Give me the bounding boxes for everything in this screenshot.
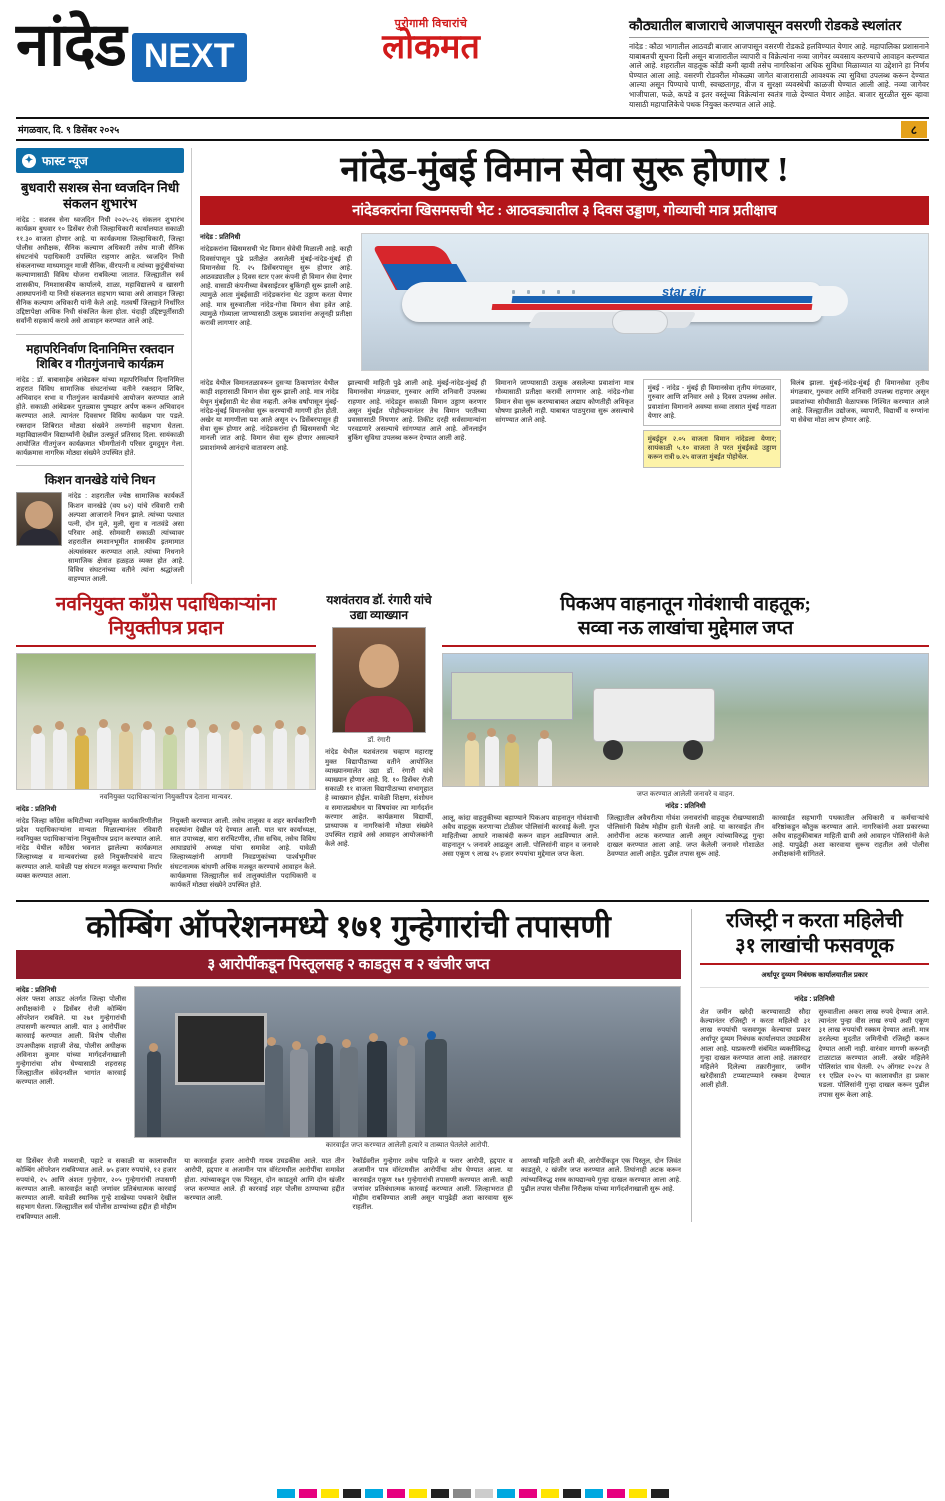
lecture-story: [325, 593, 433, 890]
fraud-story: [691, 909, 929, 1221]
combing-col-5: आणखी माहिती अशी की, आरोपींकडून एक पिस्तूल, दोन जिवंत काडतुसे, २ खंजीर जप्त करण्यात आले. तिघांनाही अटक करून त्यांच्याविरुद्ध शस्त्र कायद्यान्वये गुन्हा दाखल करण्यात आला आहे. पुढील तपास पोलीस निरीक्षक यांच्या मार्गदर्शनाखाली सुरू आहे.: [520, 1158, 681, 1193]
congress-col-2: नियुक्ती करण्यात आली. तसेच तालुका व शहर कार्यकारिणी सदस्यांना देखील पदे देण्यात आली. यात चार कार्याध्यक्ष, सात उपाध्यक्ष, बारा सरचिटणीस, तीस सचिव, तसेच विविध आघाड्यांचे अध्यक्ष यांचा समावेश आहे. यावेळी जिल्हाध्यक्षांनी आगामी निवडणुकांच्या पार्श्वभूमीवर संघटनात्मक बांधणी अधिक मजबूत करण्याचे आवाहन केले. कार्यक्रमास जिल्ह्यातील सर्व तालुक्यांतील पदाधिकारी व कार्यकर्ते मोठ्या संख्येने उपस्थित होते.: [170, 817, 316, 890]
fast-news-body-1: नांदेड : सशस्त्र सेना ध्वजदिन निधी २०२५-२६ संकलन शुभारंभ कार्यक्रम बुधवार १० डिसेंबर रोजी जिल्हाधिकारी कार्यालयात सकाळी ११.३० वाजता होणार आहे. या कार्यक्रमास जिल्हाधिकारी, जिल्हा पोलीस अधीक्षक, सैनिक कल्याण अधिकारी तसेच माजी सैनिक संघटनांचे पदाधिकारी उपस्थित राहणार आहेत. ध्वजदिन निधी संकलनाच्या माध्यमातून माजी सैनिक, वीरपत्नी व त्यांच्या कुटुंबीयांच्या कल्याणासाठी विविध योजना राबविल्या जातात. जिल्ह्यातील सर्व शासकीय, निमशासकीय कार्यालये, शाळा, महाविद्यालये व खासगी आस्थापनांनी या निधी संकलनात सहभाग घ्यावा असे आवाहन जिल्हा सैनिक कल्याण अधिकारी यांनी केले आहे. गतवर्षी जिल्ह्याने निर्धारित उद्दिष्टापेक्षा अधिक निधी संकलित केला होता. यंदाही उद्दिष्टपूर्तीसाठी सर्वांनी सहकार्य करावे असे आवाहन करण्यात आले आहे.: [16, 217, 184, 326]
cattle-photo-caption: जप्त करण्यात आलेली जनावरे व वाहन.: [636, 791, 735, 799]
plane-window: [512, 290, 515, 294]
color-swatch: [475, 1489, 493, 1498]
plane-window: [542, 290, 545, 294]
color-swatch: [343, 1489, 361, 1498]
color-swatch: [321, 1489, 339, 1498]
combing-col-2: या डिसेंबर रोजी मध्यरात्री, पहाटे व सकाळी या कालावधीत कोम्बिंग ऑपरेशन राबविण्यात आले. ७५ हजार रुपयांचे, १२ हजार रुपयांचे, २५ आणि अंशतः गुन्हेगार, २०५ गुन्हेगारांची तपासणी करण्यात आली. कारवाईत काही जणांवर प्रतिबंधात्मक कारवाई करण्यात आली. यावेळी स्थानिक गुन्हे शाखेच्या पथकाने देखील सहभाग घेतला. जिल्ह्यातील सर्व पोलीस ठाण्यांच्या हद्दीत ही मोहीम राबविण्यात आली.: [16, 1158, 177, 1221]
congress-headline-line1: नवनियुक्त काँग्रेस पदाधिकाऱ्यांना: [55, 594, 277, 616]
lead-col-5-text: विलंब झाला. मुंबई-नांदेड-मुंबई ही विमानसेवा तृतीय मंगळवार, गुरुवार आणि शनिवारी उपलब्ध राहणार असून प्रवाशांच्या सोयीसाठी वेळापत्रक निश्चित करण्यात आले आहे. जिल्ह्यातील उद्योजक, व्यापारी, विद्यार्थी व रुग्णांना या सेवेचा मोठा लाभ होणार आहे.: [790, 380, 929, 424]
top-right-story: [629, 14, 929, 109]
divider: [700, 987, 929, 988]
cattle-byline: नांदेड : प्रतिनिधी: [665, 803, 706, 811]
lead-col-5: [790, 379, 929, 467]
press-color-calibration-bar: [0, 1485, 945, 1501]
lead-body-columns: [200, 379, 929, 467]
plane-livery-text: star air: [662, 284, 706, 300]
left-column: [16, 148, 192, 584]
lecture-headline: यशवंतराव डॉ. रंगारी यांचे उद्या व्याख्यान: [326, 593, 432, 623]
fraud-headline-line2: ३१ लाखांची फसवणूक: [735, 935, 894, 958]
color-swatch: [585, 1489, 603, 1498]
lead-intro: नांदेडकरांना खिसमसची भेट विमान सेवेची मिळाली आहे. काही दिवसांपासून पुढे प्रतीक्षेत असलेली मुंबई-नांदेड-मुंबई ही विमानसेवा दि. २५ डिसेंबरपासून सुरू होणार आहे. आठवड्यातील ३ दिवस स्टार एअर कंपनी ही विमान सेवा देणार आहे. वासाठी कंपनीच्या वेबसाईटवर बुकिंगही सुरू झाली आहे. त्यामुळे आता मुंबईसाठी नांदेडकरांना थेट उड्डाण करता येणार आहे. मात्र सुरुवातीला नांदेड-गोवा विमान सेवा हवेत आहे. त्यामुळे गोव्याला जाण्यासाठी उत्सुक प्रवाशांना अजूनही प्रतीक्षा करावी लागणार आहे.: [200, 246, 352, 327]
color-swatch: [607, 1489, 625, 1498]
lead-highlight-text: मुंबईहून २.०५ वाजता विमान नांदेडला येणार; सायंकाळी ५.१० वाजता ते परत मुंबईकडे उड्डाण करून रात्री ७.२५ वाजता मुंबईत पोहोचेल.: [647, 435, 777, 462]
color-swatch: [299, 1489, 317, 1498]
fast-news-headline-2: महापरिनिर्वाण दिनानिमित्त रक्तदान शिबिर व गीतगुंजनाचे कार्यक्रम: [26, 341, 174, 371]
lead-headline: नांदेड-मुंबई विमान सेवा सुरू होणार !: [340, 150, 789, 190]
page-number: ८: [901, 121, 927, 138]
lead-col-3: [495, 379, 634, 467]
color-swatch: [629, 1489, 647, 1498]
congress-photo: [16, 653, 316, 790]
color-swatch: [431, 1489, 449, 1498]
fast-news-headline-1: बुधवारी सशस्त्र सेना ध्वजदिन निधी संकलन शुभारंभ: [20, 180, 180, 212]
dateline-bar: [16, 117, 929, 141]
next-badge: NEXT: [132, 33, 247, 82]
lecture-photo-caption: डॉ. रंगारी: [367, 737, 391, 745]
plane-window: [557, 290, 560, 294]
combing-photo-caption: कारवाईत जप्त करण्यात आलेली हत्यारे व ताब्यात घेतलेले आरोपी.: [325, 1142, 490, 1150]
top-right-headline: कौठ्यातील बाजाराचे आजपासून वसरणी रोडकडे स्थलांतर: [629, 18, 929, 38]
lead-top-row: [200, 233, 929, 371]
main-grid: [16, 148, 929, 584]
lead-col-1-text: नांदेड येथील विमानतळावरून दुसऱ्या ठिकाणांतर येथील काही शहरासाठी विमान सेवा सुरू झाली आहे. मात्र नांदेड येथून मुंबईसाठी थेट सेवा नव्हती. अनेक वर्षांपासून मुंबई-नांदेड-मुंबई विमानसेवा सुरू करण्याची मागणी होत होती. अखेर या मागणीला यश आले असून २५ डिसेंबरपासून ही सेवा सुरू होणार आहे. नांदेडकरांना ही खिसमसची भेट मानली जात आहे. विमान सेवा सुरू होणार असल्याने प्रवाशांमध्ये आनंदाचे वातावरण आहे.: [200, 380, 339, 452]
divider: [442, 645, 929, 647]
fraud-byline: नांदेड : प्रतिनिधी: [794, 996, 835, 1004]
color-swatch: [541, 1489, 559, 1498]
cattle-photo: [442, 653, 929, 787]
main-column: [192, 148, 929, 584]
obituary-block: [16, 492, 184, 584]
color-swatch: [519, 1489, 537, 1498]
obituary-portrait: [16, 492, 62, 546]
fast-news-label: फास्ट न्यूज: [42, 154, 88, 169]
combing-byline: नांदेड : प्रतिनिधी: [16, 987, 57, 995]
divider: [16, 334, 184, 335]
combing-body-columns: [16, 1157, 681, 1221]
fraud-col-2: सुरुवातीला अकरा लाख रुपये देण्यात आले. त्यानंतर पुन्हा वीस लाख रुपये अशी एकूण ३१ लाख रुपयांची रक्कम देण्यात आली. मात्र ठरलेल्या मुदतीत जमिनीची रजिस्ट्री करून देण्यात आली नाही. वारंवार मागणी करूनही टाळाटाळ करण्यात आली. अखेर महिलेने पोलिसांत धाव घेतली. २५ ऑगस्ट २०२४ ते ११ एप्रिल २०२५ या कालावधीत हा प्रकार घडला. पोलिसांनी गुन्हा दाखल करून पुढील तपास सुरू केला आहे.: [818, 1008, 929, 1099]
cattle-col-2: जिल्ह्यातील अवैधरीत्या गोवंश जनावरांची वाहतूक रोखण्यासाठी पोलिसांनी विशेष मोहीम हाती घेतली आहे. या कारवाईत तीन आरोपींना अटक करण्यात आली असून त्यांच्याविरुद्ध गुन्हा दाखल करण्यात आला आहे. जप्त केलेली जनावरे गोशाळेत ठेवण्यात आली आहेत. पुढील तपास सुरू आहे.: [607, 814, 764, 859]
plane-engine: [612, 310, 668, 334]
divider: [16, 465, 184, 466]
cattle-col-1: आलू, कांदा वाहतुकीच्या बहाण्याने पिकअप वाहनातून गोवंशाची अवैध वाहतूक करणाऱ्या टोळीवर पोलिसांनी कारवाई केली. गुप्त माहितीच्या आधारे नाकाबंदी करून वाहन अडविण्यात आले. वाहनातून ५ जनावरे आढळून आली. पोलिसांनी वाहन व जनावरे असा एकूण ९ लाख २५ हजार रुपयांचा मुद्देमाल जप्त केला.: [442, 814, 599, 859]
lecture-body: नांदेड येथील यशवंतराव चव्हाण महाराष्ट्र मुक्त विद्यापीठाच्या वतीने आयोजित व्याख्यानमालेत उद्या डॉ. रंगारी यांचे व्याख्यान होणार आहे. दि. १० डिसेंबर रोजी सकाळी ११ वाजता विद्यापीठाच्या सभागृहात हे व्याख्यान होईल. यावेळी शिक्षण, संशोधन व समाजप्रबोधन या विषयांवर त्या मार्गदर्शन करणार आहेत. कार्यक्रमास विद्यार्थी, प्राध्यापक व नागरिकांनी मोठ्या संख्येने उपस्थित राहावे असे आवाहन आयोजकांनी केले आहे.: [325, 749, 433, 849]
color-swatch: [497, 1489, 515, 1498]
slogan-main: लोकमत: [382, 29, 480, 66]
combing-operation-story: [16, 909, 681, 1221]
congress-photo-caption: नवनियुक्त पदाधिकाऱ्यांना नियुक्तीपत्र देताना मान्यवर.: [99, 794, 233, 802]
divider: [700, 963, 929, 965]
fraud-headline-line1: रजिस्ट्री न करता महिलेची: [726, 910, 903, 933]
masthead-slogan: [346, 16, 516, 65]
mid-section: [16, 593, 929, 890]
congress-headline-line2: नियुक्तीपत्र प्रदान: [108, 618, 224, 640]
lead-col-4-text: मुंबई - नांदेड - मुंबई ही विमानसेवा तृतीय मंगळवार, गुरुवार आणि शनिवार असे ३ दिवस उपलब्ध असेल. प्रवाशांना विमानाने अवघ्या सव्वा तासात मुंबई गाठता येणार आहे.: [647, 385, 777, 420]
combing-col-4: रेकॉर्डवरील गुन्हेगार तसेच पाहिजे व फरार आरोपी, हद्दपार व अजामीन पात्र वॉरंटमधील आरोपींचा शोध घेण्यात आला. या कारवाईत एकूण १७१ गुन्हेगारांची तपासणी करण्यात आली. काही जणांवर प्रतिबंधात्मक कारवाई करण्यात आली. जिल्हाभरात ही मोहीम राबविण्यात आली असून यापुढेही अशा कारवाया सुरू राहतील.: [352, 1158, 513, 1212]
lead-byline: नांदेड : प्रतिनिधी: [200, 234, 241, 242]
color-swatch: [365, 1489, 383, 1498]
combing-col-3: या कारवाईत हजार आरोपी गायब उघडकीस आले. यात तीन आरोपी, हद्दपार व अजामीन पात्र वॉरंटमधील आरोपींचा समावेश होता. त्यांच्याकडून एक पिस्तूल, दोन काडतुसे आणि दोन खंजीर जप्त करण्यात आले. ही कारवाई शहर पोलीस ठाण्याच्या हद्दीत करण्यात आली.: [184, 1158, 345, 1203]
issue-date: मंगळवार, दि. ९ डिसेंबर २०२५: [18, 124, 120, 136]
lead-photo-airplane: [361, 233, 929, 371]
congress-story: [16, 593, 316, 890]
cattle-col-3: कारवाईत सहभागी पथकातील अधिकारी व कर्मचाऱ्यांचे वरिष्ठांकडून कौतुक करण्यात आले. नागरिकांनी अशा प्रकारच्या अवैध वाहतुकीबाबत माहिती द्यावी असे आवाहन पोलिसांनी केले आहे. यापुढेही अशा कारवाया सुरूच राहतील असे पोलीस अधीक्षकांनी सांगितले.: [772, 814, 929, 859]
bottom-section: [16, 900, 929, 1221]
congress-byline: नांदेड : प्रतिनिधी: [16, 806, 57, 814]
cattle-transport-story: [442, 593, 929, 890]
masthead-left: [16, 14, 516, 76]
lead-subheadline: नांदेडकरांना खिसमसची भेट : आठवड्यातील ३ दिवस उड्डाण, गोव्याची मात्र प्रतीक्षाच: [200, 196, 929, 225]
fast-news-body-3: नांदेड : शहरातील ज्येष्ठ सामाजिक कार्यकर्ते किशन वानखेडे (वय ७२) यांचे रविवारी रात्री अल्पशा आजाराने निधन झाले. त्यांच्या पश्चात पत्नी, दोन मुले, मुली, सुना व नातवंडे असा परिवार आहे. सोमवारी सकाळी त्यांच्यावर शहरातील स्मशानभूमीत शासकीय इतमामात अंत्यसंस्कार करण्यात आले. त्यांच्या निधनाने सामाजिक क्षेत्रात हळहळ व्यक्त होत आहे. विविध संघटनांच्या वतीने त्यांना श्रद्धांजली वाहण्यात आली.: [68, 493, 184, 584]
congress-col-1: नांदेड जिल्हा काँग्रेस कमिटीच्या नवनियुक्त कार्यकारिणीतील प्रदेश पदाधिकाऱ्यांना मान्यता मिळाल्यानंतर रविवारी नवनियुक्त पदाधिकाऱ्यांना नियुक्तीपत्र प्रदान करण्यात आले. नांदेड येथील काँग्रेस भवनात झालेल्या कार्यक्रमात जिल्हाध्यक्ष व मान्यवरांच्या हस्ते नियुक्तीपत्रांचे वाटप करण्यात आले. यावेळी पक्ष संघटन मजबूत करण्याचा निर्धार व्यक्त करण्यात आला.: [16, 817, 162, 880]
lecture-portrait: [332, 627, 426, 733]
masthead: [16, 14, 929, 109]
combing-headline: कोम्बिंग ऑपरेशनमध्ये १७१ गुन्हेगारांची तपासणी: [86, 909, 611, 945]
fast-news-icon: ✦: [22, 154, 36, 168]
fast-news-headline-3: किशन वानखेडे यांचे निधन: [44, 473, 156, 488]
fast-news-body-2: नांदेड : डॉ. बाबासाहेब आंबेडकर यांच्या महापरिनिर्वाण दिनानिमित्त शहरात विविध सामाजिक संघटनांच्या वतीने रक्तदान शिबिर, अभिवादन सभा व गीतगुंजन कार्यक्रमांचे आयोजन करण्यात आले होते. सकाळी आंबेडकर पुतळ्यास पुष्पहार अर्पण करून अभिवादन करण्यात आले. त्यानंतर दिवसभर विविध कार्यक्रम पार पडले. रक्तदान शिबिरात मोठ्या संख्येने तरुणांनी सहभाग घेतला. महाविद्यालयीन विद्यार्थ्यांनी देखील उत्स्फूर्त प्रतिसाद दिला. सायंकाळी आयोजित गीतगुंजन कार्यक्रमात भीमगीतांनी परिसर दुमदुमून गेला. कार्यक्रमास नागरिक मोठ्या संख्येने उपस्थित होते.: [16, 376, 184, 458]
divider: [16, 645, 316, 647]
color-swatch: [277, 1489, 295, 1498]
cattle-headline-line2: सव्वा नऊ लाखांचा मुद्देमाल जप्त: [577, 618, 794, 640]
slogan-top: पुरोगामी विचारांचे: [394, 18, 468, 30]
fraud-subheadline: अर्धापूर दुय्यम निबंधक कार्यालयातील प्रकार: [761, 972, 868, 980]
lead-intro-col: [200, 233, 352, 371]
cattle-headline-line1: पिकअप वाहनातून गोवंशाची वाहतूक;: [560, 594, 811, 616]
lead-col-3-text: विमानाने जाण्यासाठी उत्सुक असलेल्या प्रवाशांना मात्र गोव्यासाठी प्रतीक्षा करावी लागणार आहे. नांदेड-गोवा विमान सेवा सुरू करण्याबाबत अद्याप कोणतीही अधिकृत घोषणा झालेली नाही. याबाबत पाठपुरावा सुरू असल्याचे सांगण्यात आले आहे.: [495, 380, 634, 424]
color-swatch: [387, 1489, 405, 1498]
lead-col-2: [348, 379, 487, 467]
lead-col-2-text: झाल्याची माहिती पुढे आली आहे. मुंबई-नांदेड-मुंबई ही विमानसेवा मंगळवार, गुरुवार आणि शनिवारी उपलब्ध राहणार आहे. नांदेडहून सकाळी विमान उड्डाण करणार असून मुंबईत पोहोचल्यानंतर तेच विमान परतीच्या प्रवासासाठी निघणार आहे. तिकीट दरही सर्वसामान्यांना परवडणारे असल्याचे सांगण्यात आले आहे. ऑनलाईन बुकिंग सुविधा उपलब्ध करून देण्यात आली आहे.: [347, 380, 487, 443]
fraud-col-1: शेत जमीन खरेदी करण्यासाठी सौदा केल्यानंतर रजिस्ट्री न करता महिलेची ३१ लाख रुपयांची फसवणूक केल्याचा प्रकार अर्धापूर दुय्यम निबंधक कार्यालयात उघडकीस आला आहे. याप्रकरणी संबंधित व्यक्तीविरुद्ध गुन्हा दाखल करण्यात आला आहे. तक्रारदार महिलेने दिलेल्या तक्रारीनुसार, जमीन खरेदीसाठी टप्प्याटप्प्याने रक्कम देण्यात आली होती.: [700, 1008, 811, 1090]
color-swatch: [563, 1489, 581, 1498]
lead-highlight-box: [643, 430, 782, 468]
color-swatch: [453, 1489, 471, 1498]
plane-window: [572, 290, 575, 294]
combing-photo: [134, 986, 681, 1138]
color-swatch: [651, 1489, 669, 1498]
lead-flightinfo-box: [643, 379, 782, 426]
newspaper-title: नांदेड: [16, 12, 126, 78]
combing-subheadline: ३ आरोपींकडून पिस्तूलसह २ काडतुस व २ खंजीर जप्त: [16, 950, 681, 979]
lead-col-1: [200, 379, 339, 467]
combing-col-1: अंतर फ्लश आऊट अंतर्गत जिल्हा पोलीस अधीक्षकांनी २ डिसेंबर रोजी कोम्बिंग ऑपरेशन राबविले. या २७१ गुन्हेगारांची तपासणी करण्यात आली. यात ३ आरोपींवर कारवाई करण्यात आली. विशेष पोलीस उपअधीक्षक शहाजी शेख, पोलीस अधीक्षक अविनाश कुमार यांच्या मार्गदर्शनाखाली गुन्हेगारांचा शोध घेण्यासाठी शहरासह जिल्ह्यातील संवेदनशील भागांत कारवाई करण्यात आली.: [16, 996, 126, 1087]
top-right-body: नांदेड : कौठा भागातील आठवडी बाजार आजपासून वसरणी रोडकडे हलविण्यात येणार आहे. महापालिका प्रशासनाने याबाबतची सूचना दिली असून बाजारातील व्यापारी व विक्रेत्यांना नव्या जागेवर व्यवसाय करण्याचे आवाहन करण्यात आले आहे. शहरातील वाहतूक कोंडी कमी व्हावी तसेच नागरिकांना अधिक सुविधा मिळाव्यात या उद्देशाने हा निर्णय घेण्यात आला आहे. वसरणी रोडवरील मोकळ्या जागेत बाजारासाठी आवश्यक त्या सुविधा उपलब्ध करून देण्यात आल्या असून पिण्याचे पाणी, स्वच्छतागृह, वीज व सुरक्षा व्यवस्थेची काळजी घेण्यात आली आहे. नव्या जागेवर भाजीपाला, फळे, कपडे व इतर वस्तूंच्या विक्रेत्यांना स्वतंत्र गाळे देण्यात येणार आहेत. बाजार सुरळीत सुरू व्हावा यासाठी महापालिकेचे पथक नियुक्त करण्यात आले आहे.: [629, 42, 929, 109]
plane-window: [527, 290, 530, 294]
color-swatch: [409, 1489, 427, 1498]
lead-col-4: [643, 379, 782, 467]
fast-news-banner: [16, 148, 184, 173]
